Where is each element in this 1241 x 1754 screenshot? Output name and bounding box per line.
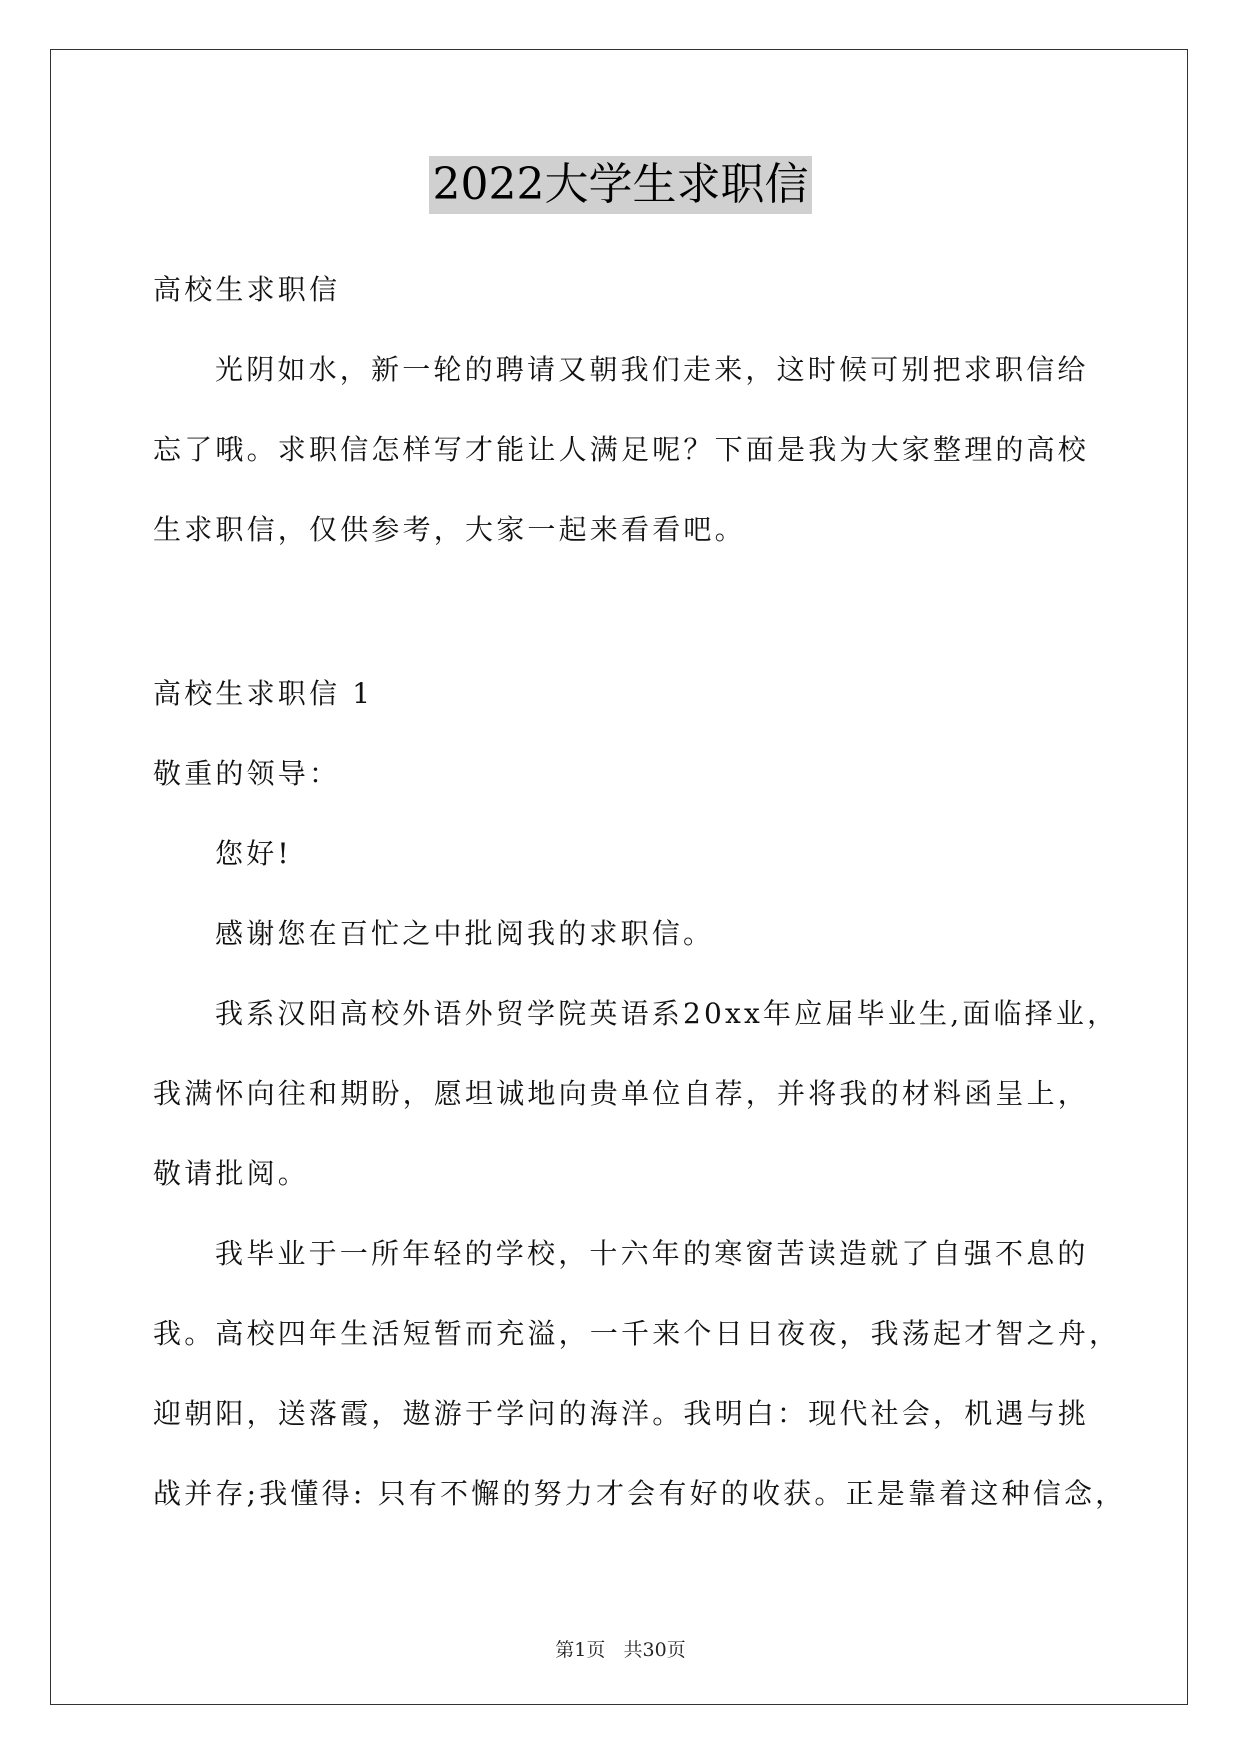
page-footer: [0, 1635, 1241, 1662]
intro-line-2: 忘了哦。求职信怎样写才能让人满足呢？下面是我为大家整理的高校: [153, 433, 1090, 466]
para1-line-3: 敬请批阅。: [153, 1157, 310, 1190]
para2-line-2: 我。高校四年生活短暂而充溢，一千来个日日夜夜，我荡起才智之舟，: [153, 1317, 1121, 1350]
para2-line-4: 战并存;我懂得: 只有不懈的努力才会有好的收获。正是靠着这种信念，: [153, 1477, 1127, 1510]
intro-line-1: 光阴如水，新一轮的聘请又朝我们走来，这时候可别把求职信给: [215, 353, 1089, 386]
para2-line-1: 我毕业于一所年轻的学校，十六年的寒窗苦读造就了自强不息的: [215, 1237, 1089, 1270]
page-total: 共30页: [623, 1639, 686, 1661]
thanks-line: 感谢您在百忙之中批阅我的求职信。: [215, 917, 715, 950]
subtitle: 高校生求职信: [153, 273, 341, 306]
para1-line-2: 我满怀向往和期盼，愿坦诚地向贵单位自荐，并将我的材料函呈上，: [153, 1077, 1090, 1110]
greeting: 您好!: [215, 837, 292, 870]
document-title: 2022大学生求职信: [429, 156, 813, 214]
page-number: 第1页: [555, 1639, 606, 1661]
intro-line-3: 生求职信，仅供参考，大家一起来看看吧。: [153, 513, 746, 546]
salutation: 敬重的领导：: [153, 757, 341, 790]
section-heading: 高校生求职信 1: [153, 677, 374, 710]
para2-line-3: 迎朝阳，送落霞，遨游于学问的海洋。我明白：现代社会，机遇与挑: [153, 1397, 1090, 1430]
title-wrap: [0, 156, 1241, 214]
para1-line-1: 我系汉阳高校外语外贸学院英语系20xx年应届毕业生,面临择业，: [215, 997, 1119, 1030]
